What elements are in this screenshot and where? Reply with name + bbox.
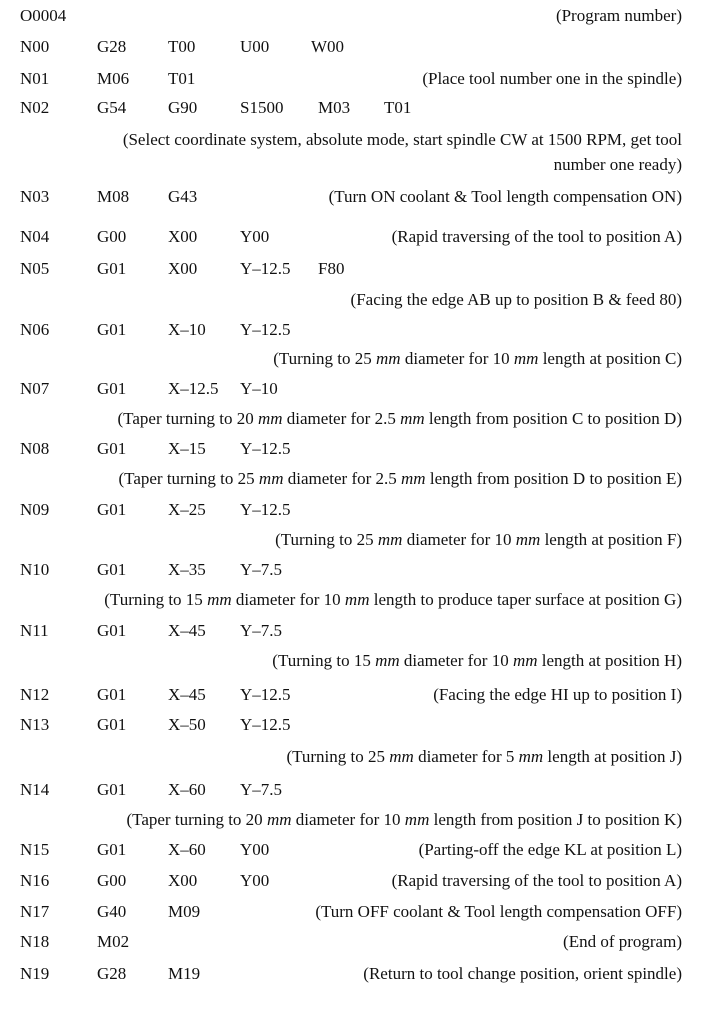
unit-mm: mm <box>400 409 425 428</box>
comment-text: (Turning to 15 <box>104 590 208 609</box>
block-number: N06 <box>20 320 50 339</box>
block-row <box>0 498 702 522</box>
block-number: N09 <box>20 500 50 519</box>
block-number: N12 <box>20 685 50 704</box>
block-row <box>0 377 702 401</box>
comment-text: diameter for 2.5 <box>283 469 402 488</box>
block-number: N16 <box>20 871 50 890</box>
block-word: G00 <box>97 227 127 246</box>
block-row <box>0 930 702 954</box>
block-comment: (Facing the edge AB up to position B & feed 80) <box>350 290 682 309</box>
unit-mm: mm <box>512 651 538 670</box>
block-row <box>0 35 702 59</box>
block-word: X–50 <box>168 715 206 734</box>
block-row <box>0 838 702 862</box>
block-number: N11 <box>20 621 49 640</box>
block-row <box>0 900 702 924</box>
block-word: X–60 <box>168 780 206 799</box>
block-number: N01 <box>20 69 50 88</box>
block-word: F80 <box>318 259 345 278</box>
block-word: G01 <box>97 715 127 734</box>
block-word: G01 <box>97 840 127 859</box>
block-word: X–35 <box>168 560 206 579</box>
block-number: N07 <box>20 379 50 398</box>
comment-text: length from position D to position E) <box>425 469 682 488</box>
block-number: N08 <box>20 439 50 458</box>
block-word: X–12.5 <box>168 379 219 398</box>
comment-text: (Taper turning to 25 <box>118 469 259 488</box>
block-word: T01 <box>168 69 196 88</box>
comment-text: (Turning to 15 <box>272 651 376 670</box>
block-word: T01 <box>384 98 412 117</box>
block-row <box>0 96 702 120</box>
block-number: N04 <box>20 227 50 246</box>
block-comment-line <box>0 467 702 491</box>
block-word: G40 <box>97 902 127 921</box>
block-row <box>0 619 702 643</box>
block-comment: (Facing the edge HI up to position I) <box>433 685 682 704</box>
block-word: X–10 <box>168 320 206 339</box>
block-number: N19 <box>20 964 50 983</box>
block-comment: (Turn OFF coolant & Tool length compensation OFF) <box>315 902 682 921</box>
unit-mm: mm <box>257 409 283 428</box>
block-comment-line <box>0 153 702 177</box>
block-word: X00 <box>168 871 198 890</box>
unit-mm: mm <box>375 651 400 670</box>
unit-mm: mm <box>377 530 403 549</box>
program-code: O0004 <box>20 6 67 25</box>
block-comment <box>272 649 682 673</box>
block-comment-line <box>0 347 702 371</box>
block-comment: (Select coordinate system, absolute mode, start spindle CW at 1500 RPM, get tool <box>122 130 682 149</box>
comment-text: diameter for 10 <box>291 810 405 829</box>
comment-text: (Taper turning to 20 <box>117 409 258 428</box>
block-comment: (Return to tool change position, orient spindle) <box>363 964 682 983</box>
comment-text: length at position C) <box>538 349 682 368</box>
block-comment <box>286 745 682 769</box>
block-row <box>0 318 702 342</box>
block-number: N00 <box>20 37 50 56</box>
block-row <box>0 67 702 91</box>
block-comment-line <box>0 808 702 832</box>
comment-text: (Turning to 25 <box>275 530 378 549</box>
block-word: Y–12.5 <box>240 715 291 734</box>
block-comment: (End of program) <box>563 932 682 951</box>
block-row <box>0 683 702 707</box>
comment-text: length to produce taper surface at position G) <box>369 590 682 609</box>
block-word: M08 <box>97 187 130 206</box>
comment-text: length from position J to position K) <box>429 810 682 829</box>
block-word: M02 <box>97 932 130 951</box>
block-row <box>0 257 702 281</box>
unit-mm: mm <box>401 469 426 488</box>
block-number: N02 <box>20 98 50 117</box>
block-comment <box>104 588 682 612</box>
block-number: N10 <box>20 560 50 579</box>
block-word: X–15 <box>168 439 206 458</box>
block-word: Y–12.5 <box>240 320 291 339</box>
block-number: N18 <box>20 932 50 951</box>
block-comment: (Turn ON coolant & Tool length compensation ON) <box>328 187 682 206</box>
unit-mm: mm <box>389 747 414 766</box>
block-comment: (Rapid traversing of the tool to position A) <box>391 871 682 890</box>
unit-mm: mm <box>258 469 284 488</box>
unit-mm: mm <box>518 747 544 766</box>
block-word: Y00 <box>240 840 270 859</box>
block-word: G01 <box>97 780 127 799</box>
block-word: M03 <box>318 98 351 117</box>
block-row <box>0 437 702 461</box>
block-word: X–45 <box>168 685 206 704</box>
block-comment: (Place tool number one in the spindle) <box>422 69 682 88</box>
comment-text: diameter for 5 <box>413 747 519 766</box>
block-word: G01 <box>97 320 127 339</box>
unit-mm: mm <box>513 349 539 368</box>
block-word: G00 <box>97 871 127 890</box>
comment-text: (Taper turning to 20 <box>126 810 267 829</box>
block-word: G90 <box>168 98 198 117</box>
comment-text: diameter for 10 <box>402 530 516 549</box>
block-comment <box>118 407 682 431</box>
block-comment <box>118 467 682 491</box>
block-word: X–60 <box>168 840 206 859</box>
block-word: W00 <box>311 37 345 56</box>
block-word: G54 <box>97 98 127 117</box>
block-number: N05 <box>20 259 50 278</box>
block-word: Y–12.5 <box>240 259 291 278</box>
unit-mm: mm <box>404 810 430 829</box>
comment-text: diameter for 10 <box>400 349 514 368</box>
block-number: N15 <box>20 840 50 859</box>
block-word: U00 <box>240 37 270 56</box>
block-row <box>0 869 702 893</box>
block-word: Y–7.5 <box>240 560 283 579</box>
program-header-comment: (Program number) <box>555 6 682 25</box>
block-row <box>0 558 702 582</box>
block-word: M19 <box>168 964 201 983</box>
comment-text: length from position C to position D) <box>424 409 682 428</box>
block-word: G01 <box>97 685 127 704</box>
program-header <box>0 4 702 28</box>
block-row <box>0 778 702 802</box>
block-word: M06 <box>97 69 130 88</box>
block-comment: number one ready) <box>553 155 682 174</box>
block-comment: (Rapid traversing of the tool to position A) <box>391 227 682 246</box>
block-word: G01 <box>97 621 127 640</box>
block-comment-line <box>0 528 702 552</box>
block-word: G01 <box>97 259 127 278</box>
unit-mm: mm <box>266 810 292 829</box>
block-comment <box>275 528 682 552</box>
block-comment-line <box>0 128 702 152</box>
block-comment: (Parting-off the edge KL at position L) <box>418 840 682 859</box>
block-comment <box>126 808 682 832</box>
unit-mm: mm <box>207 590 232 609</box>
block-word: Y00 <box>240 871 270 890</box>
block-word: X–45 <box>168 621 206 640</box>
comment-text: length at position F) <box>540 530 682 549</box>
block-word: S1500 <box>240 98 284 117</box>
block-number: N17 <box>20 902 50 921</box>
comment-text: diameter for 10 <box>399 651 513 670</box>
block-word: G01 <box>97 379 127 398</box>
comment-text: (Turning to 25 <box>273 349 377 368</box>
block-word: Y–7.5 <box>240 780 283 799</box>
block-row <box>0 185 702 209</box>
unit-mm: mm <box>515 530 541 549</box>
block-word: Y–7.5 <box>240 621 283 640</box>
block-word: G01 <box>97 500 127 519</box>
block-word: Y–12.5 <box>240 685 291 704</box>
block-number: N13 <box>20 715 50 734</box>
comment-text: (Turning to 25 <box>286 747 390 766</box>
block-word: G01 <box>97 560 127 579</box>
block-word: T00 <box>168 37 196 56</box>
block-word: Y–12.5 <box>240 439 291 458</box>
block-row <box>0 225 702 249</box>
block-word: G28 <box>97 37 127 56</box>
block-row <box>0 713 702 737</box>
block-row <box>0 962 702 986</box>
block-word: X00 <box>168 259 198 278</box>
comment-text: diameter for 2.5 <box>282 409 401 428</box>
block-word: Y00 <box>240 227 270 246</box>
block-word: X00 <box>168 227 198 246</box>
block-number: N03 <box>20 187 50 206</box>
block-word: Y–12.5 <box>240 500 291 519</box>
block-word: M09 <box>168 902 201 921</box>
block-number: N14 <box>20 780 50 799</box>
comment-text: diameter for 10 <box>231 590 345 609</box>
block-word: G43 <box>168 187 198 206</box>
block-comment-line <box>0 588 702 612</box>
block-comment <box>273 347 682 371</box>
block-comment-line <box>0 288 702 312</box>
block-comment-line <box>0 407 702 431</box>
block-word: Y–10 <box>240 379 278 398</box>
block-comment-line <box>0 649 702 673</box>
block-word: G01 <box>97 439 127 458</box>
block-word: X–25 <box>168 500 206 519</box>
block-comment-line <box>0 745 702 769</box>
unit-mm: mm <box>344 590 370 609</box>
unit-mm: mm <box>376 349 401 368</box>
comment-text: length at position H) <box>537 651 682 670</box>
block-word: G28 <box>97 964 127 983</box>
comment-text: length at position J) <box>543 747 682 766</box>
